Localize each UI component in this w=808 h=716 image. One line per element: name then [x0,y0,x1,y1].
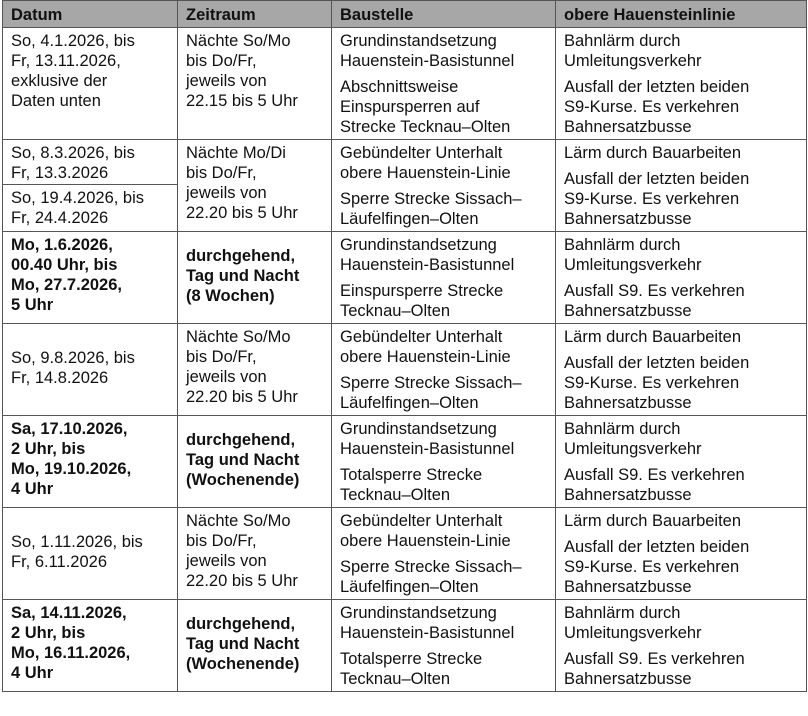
header-row [3,1,807,28]
cell-line: Gebündelter Unterhalt [340,328,503,346]
cell-line: jeweils von [186,72,267,90]
cell-line: Ausfall S9. Es verkehren [564,466,745,484]
cell-line: Läufelfingen–Olten [340,210,479,228]
cell-line: Tecknau–Olten [340,486,451,504]
cell-line: Ausfall S9. Es verkehren [564,282,745,300]
cell-line: Mo, 16.11.2026, [11,644,131,662]
cell-line: exklusive der [11,72,108,90]
cell-line: Totalsperre Strecke [340,466,483,484]
table-row [3,416,807,508]
cell-line: Ausfall der letzten beiden [564,538,750,556]
cell-line: bis Do/Fr, [186,164,257,182]
cell-line: 22.15 bis 5 Uhr [186,92,298,110]
cell-datum [3,324,178,416]
table-row [3,324,807,416]
cell-line: 4 Uhr [11,480,54,498]
cell-baustelle [332,508,556,600]
cell-zeitraum [178,28,332,140]
cell-line: 4 Uhr [11,664,54,682]
cell-line: Totalsperre Strecke [340,650,483,668]
cell-line: Strecke Tecknau–Olten [340,118,511,136]
cell-line: S9-Kurse. Es verkehren [564,98,740,116]
cell-line: Bahnersatzbusse [564,210,692,228]
cell-linie [556,28,807,140]
table-row [3,600,807,692]
table-row [3,508,807,600]
cell-linie [556,600,807,692]
cell-line: 22.20 bis 5 Uhr [186,204,298,222]
cell-line: Sperre Strecke Sissach– [340,190,522,208]
cell-baustelle [332,232,556,324]
cell-line: bis Do/Fr, [186,348,257,366]
cell-baustelle [332,140,556,232]
cell-line: 5 Uhr [11,296,54,314]
cell-linie [556,324,807,416]
cell-line: Lärm durch Bauarbeiten [564,144,742,162]
cell-line: Bahnersatzbusse [564,578,692,596]
cell-line: So, 4.1.2026, bis [11,32,135,50]
header-baustelle: Baustelle [332,1,556,28]
cell-line: So, 9.8.2026, bis [11,349,135,367]
cell-line: Umleitungsverkehr [564,440,702,458]
cell-line: Umleitungsverkehr [564,52,702,70]
cell-line: durchgehend, [186,431,296,449]
cell-line: Ausfall der letzten beiden [564,354,750,372]
cell-line: Hauenstein-Basistunnel [340,440,515,458]
cell-line: jeweils von [186,184,267,202]
cell-line: Tag und Nacht [186,267,300,285]
cell-datum [3,140,178,185]
cell-line: Grundinstandsetzung [340,236,497,254]
table-row [3,232,807,324]
cell-line: Bahnersatzbusse [564,118,692,136]
cell-line: Lärm durch Bauarbeiten [564,328,742,346]
cell-line: Fr, 13.11.2026, [11,52,121,70]
cell-line: Ausfall der letzten beiden [564,78,750,96]
cell-line: Bahnersatzbusse [564,302,692,320]
cell-line: 22.20 bis 5 Uhr [186,572,298,590]
cell-line: obere Hauenstein-Linie [340,164,511,182]
cell-line: durchgehend, [186,247,296,265]
cell-datum [3,508,178,600]
cell-baustelle [332,600,556,692]
cell-line: Gebündelter Unterhalt [340,512,503,530]
table-body [3,28,807,692]
cell-line: Fr, 6.11.2026 [11,553,108,571]
cell-line: 2 Uhr, bis [11,440,86,458]
cell-line: (Wochenende) [186,471,300,489]
cell-line: Fr, 14.8.2026 [11,369,109,387]
cell-datum [3,232,178,324]
cell-zeitraum [178,508,332,600]
cell-line: jeweils von [186,368,267,386]
cell-line: Grundinstandsetzung [340,604,497,622]
cell-line: obere Hauenstein-Linie [340,348,511,366]
cell-line: durchgehend, [186,615,296,633]
cell-line: Nächte So/Mo [186,512,291,530]
cell-line: Mo, 27.7.2026, [11,276,122,294]
cell-line: Tecknau–Olten [340,302,451,320]
cell-line: Bahnersatzbusse [564,394,692,412]
cell-line: Daten unten [11,92,101,110]
cell-line: Tag und Nacht [186,451,300,469]
cell-line: S9-Kurse. Es verkehren [564,374,740,392]
cell-line: (8 Wochen) [186,287,275,305]
cell-line: Bahnlärm durch [564,604,681,622]
cell-line: Umleitungsverkehr [564,624,702,642]
cell-line: Mo, 19.10.2026, [11,460,132,478]
cell-line: So, 8.3.2026, bis [11,144,135,162]
header-obere-hauensteinlinie: obere Hauensteinlinie [556,1,807,28]
cell-linie [556,232,807,324]
table-row [3,140,807,185]
cell-line: Bahnersatzbusse [564,670,692,688]
cell-line: Nächte So/Mo [186,328,291,346]
cell-baustelle [332,416,556,508]
cell-datum [3,600,178,692]
cell-line: Tag und Nacht [186,635,300,653]
cell-line: Lärm durch Bauarbeiten [564,512,742,530]
cell-baustelle [332,28,556,140]
cell-line: Bahnersatzbusse [564,486,692,504]
cell-line: Abschnittsweise [340,78,459,96]
cell-line: bis Do/Fr, [186,52,257,70]
cell-line: Bahnlärm durch [564,32,681,50]
cell-line: Hauenstein-Basistunnel [340,256,515,274]
cell-datum [3,416,178,508]
cell-line: Ausfall S9. Es verkehren [564,650,745,668]
cell-line: Umleitungsverkehr [564,256,702,274]
cell-line: Grundinstandsetzung [340,420,497,438]
cell-datum [3,28,178,140]
header-datum: Datum [3,1,178,28]
cell-line: Sa, 14.11.2026, [11,604,127,622]
cell-zeitraum [178,140,332,232]
schedule-table [2,0,807,692]
cell-line: Tecknau–Olten [340,670,451,688]
cell-line: obere Hauenstein-Linie [340,532,511,550]
cell-line: Bahnlärm durch [564,236,681,254]
cell-line: bis Do/Fr, [186,532,257,550]
cell-line: Sperre Strecke Sissach– [340,558,522,576]
cell-line: Bahnlärm durch [564,420,681,438]
cell-line: Gebündelter Unterhalt [340,144,503,162]
cell-linie [556,508,807,600]
cell-line: Nächte So/Mo [186,32,291,50]
cell-line: Fr, 24.4.2026 [11,209,109,228]
cell-line: Läufelfingen–Olten [340,394,479,412]
cell-linie [556,140,807,232]
cell-zeitraum [178,416,332,508]
cell-line: Grundinstandsetzung [340,32,497,50]
cell-line: 22.20 bis 5 Uhr [186,388,298,406]
cell-line: Sa, 17.10.2026, [11,420,128,438]
cell-baustelle [332,324,556,416]
cell-line: Ausfall der letzten beiden [564,170,750,188]
cell-line: Sperre Strecke Sissach– [340,374,522,392]
cell-zeitraum [178,324,332,416]
header-zeitraum: Zeitraum [178,1,332,28]
cell-line: (Wochenende) [186,655,300,673]
cell-datum [3,185,178,232]
cell-line: So, 1.11.2026, bis [11,533,143,551]
cell-line: So, 19.4.2026, bis [11,189,145,208]
cell-line: Mo, 1.6.2026, [11,236,113,254]
cell-line: Einspursperre Strecke [340,282,504,300]
cell-line: Läufelfingen–Olten [340,578,479,596]
cell-zeitraum [178,600,332,692]
cell-line: Hauenstein-Basistunnel [340,624,515,642]
cell-line: 2 Uhr, bis [11,624,86,642]
cell-line: jeweils von [186,552,267,570]
table-row [3,28,807,140]
cell-zeitraum [178,232,332,324]
cell-linie [556,416,807,508]
cell-line: Fr, 13.3.2026 [11,164,109,182]
cell-line: Hauenstein-Basistunnel [340,52,515,70]
cell-line: S9-Kurse. Es verkehren [564,558,740,576]
cell-line: 00.40 Uhr, bis [11,256,118,274]
cell-line: S9-Kurse. Es verkehren [564,190,740,208]
cell-line: Nächte Mo/Di [186,144,286,162]
cell-line: Einspursperren auf [340,98,480,116]
